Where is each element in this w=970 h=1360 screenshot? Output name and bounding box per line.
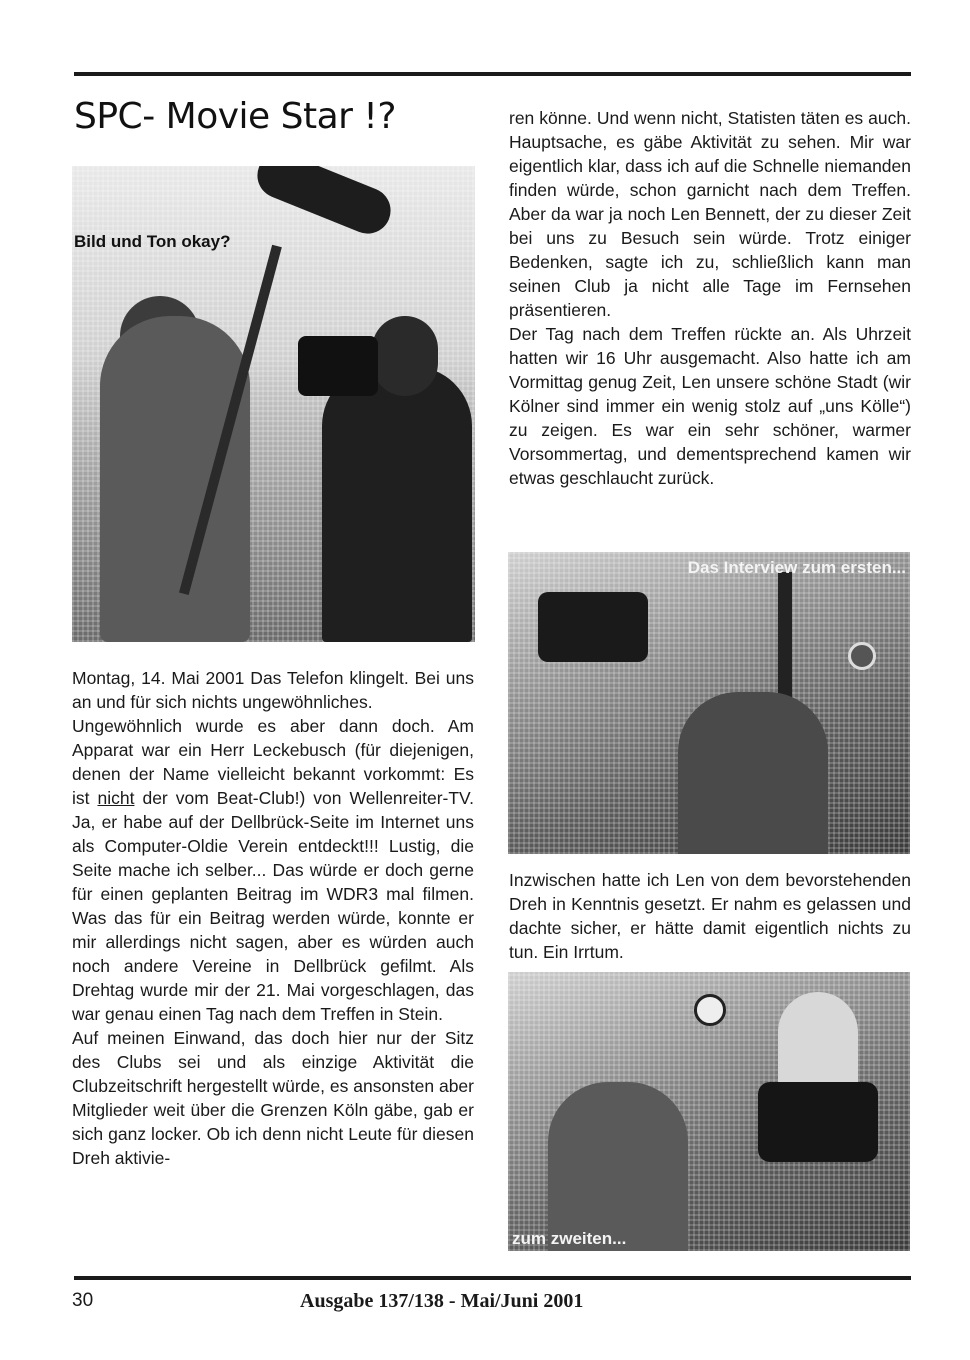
photo-figure [548, 1082, 688, 1251]
clock-icon [848, 642, 876, 670]
microphone-icon [250, 166, 397, 241]
bottom-rule [74, 1276, 911, 1280]
paragraph: Inzwischen hatte ich Len von dem bevorstehenden Dreh in Kenntnis gesetzt. Er nahm es gelassen und dachte sicher, er hätte damit eigentlich nichts zu tun. Ein Irrtum. [509, 870, 911, 962]
underlined-word: nicht [97, 788, 135, 808]
photo-caption: zum zweiten... [512, 1229, 627, 1248]
camera-icon [538, 592, 648, 662]
photo-interview-first [508, 552, 910, 854]
page-number: 30 [72, 1290, 94, 1311]
photo-figure [100, 316, 250, 642]
left-column [72, 666, 474, 1170]
paragraph-text: der vom Beat-Club!) von Wellenreiter-TV. Ja, er habe auf der Dellbrück-Seite im Internet uns als Computer-Oldie Verein entdeckt!!! Lustig, die Seite mache ich selber... Das würde er doch gerne für einen geplanten Beitrag im WDR3 mal filmen. Was das für ein Beitrag werden würde, konnte er mir allerdings nicht sagen, aber es würden auch noch andere Vereine in Dellbrück gefilmt. Als Drehtag wurde mir der 21. Mai vorgeschlagen, das war genau einen Tag nach dem Treffen in Stein. [72, 788, 474, 1024]
camera-icon [298, 336, 378, 396]
photo-figure [678, 692, 828, 854]
photo-figure [372, 316, 438, 396]
right-column-middle [509, 868, 911, 964]
right-column-top [509, 106, 911, 490]
photo-interview-second [508, 972, 910, 1251]
photo-caption: Das Interview zum ersten... [687, 558, 906, 577]
paragraph-text: Ungewöhnlich wurde es aber dann doch. Am Apparat war ein Herr Leckebusch (für diejenigen, denen der Name vielleicht bekannt vorkommt: Es ist [72, 716, 474, 808]
paragraph [72, 714, 474, 1026]
paragraph: Der Tag nach dem Treffen rückte an. Als Uhrzeit hatten wir 16 Uhr ausgemacht. Also hatte ich am Vormittag genug Zeit, Len unsere schöne Stadt (wir Kölner sind immer ein wenig stolz auf „uns Kölle“) zu zeigen. Es war ein sehr schöner, warmer Vorsommertag, und dementsprechend kamen wir etwas geschlaucht zurück. [509, 324, 911, 488]
photo-caption: Bild und Ton okay? [74, 232, 231, 251]
paragraph: ren könne. Und wenn nicht, Statisten täten es auch. Hauptsache, es gäbe Aktivität zu sehen. Mir war eigentlich klar, dass ich auf die Schnelle niemanden finden würde, schon garnicht nach dem Treffen. Aber da war ja noch Len Bennett, der zu dieser Zeit bei uns zu Besuch sein würde. Trotz einiger Bedenken, sagte ich zu, schließlich kann man seinen Club ja nicht alle Tage im Fernsehen präsentieren. [509, 108, 911, 320]
clock-icon [694, 994, 726, 1026]
camera-icon [758, 1082, 878, 1162]
photo-sound-check [72, 166, 475, 642]
paragraph: Montag, 14. Mai 2001 Das Telefon klingelt. Bei uns an und für sich nichts ungewöhnliches. [72, 668, 474, 712]
article-title: SPC- Movie Star !? [74, 96, 396, 137]
issue-label: Ausgabe 137/138 - Mai/Juni 2001 [300, 1290, 584, 1312]
paragraph: Auf meinen Einwand, das doch hier nur der Sitz des Clubs sei und als einzige Aktivität die Clubzeitschrift hergestellt würde, es ansonsten aber Mitglieder weit über die Grenzen Köln gäbe, gab er sich ganz locker. Ob ich denn nicht Leute für diesen Dreh aktivie- [72, 1028, 474, 1168]
photo-figure [322, 366, 472, 642]
top-rule [74, 72, 911, 76]
